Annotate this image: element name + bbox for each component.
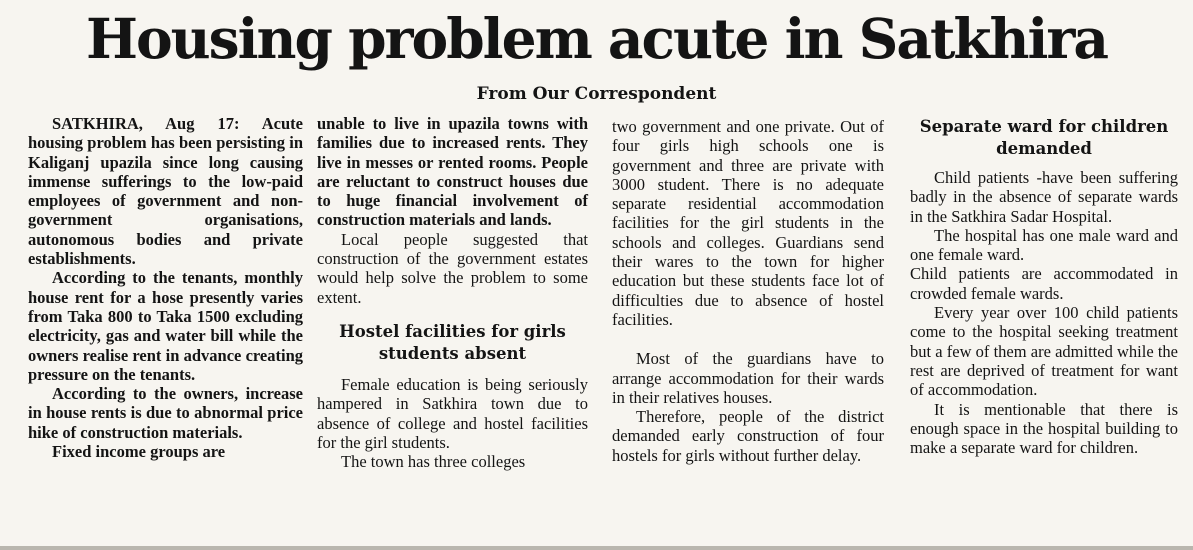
headline: Housing problem acute in Satkhira	[86, 6, 1107, 71]
paragraph: unable to live in upazila towns with families due to increased rents. They live in messes or rented rooms. People are reluctant to construct houses due to huge financial involvement of construction materials and lands.	[317, 114, 588, 230]
paragraph	[28, 114, 303, 268]
paragraph: Local people suggested that construction of the government estates would help solve the problem to some extent.	[317, 229, 588, 307]
article-column-3	[612, 117, 884, 465]
paragraph: Female education is being seriously hampered in Satkhira town due to absence of college and hostel facilities for the girl students.	[317, 374, 588, 452]
paragraph: According to the tenants, monthly house rent for a hose presently varies from Taka 800 to Taka 1500 excluding electricity, gas and water bill while the owners realise rent in advance creating pressure on the tenants.	[28, 268, 303, 384]
article-column-1	[28, 114, 303, 461]
paragraph: According to the owners, increase in house rents is due to abnormal price hike of construction materials.	[28, 384, 303, 442]
paragraph: It is mentionable that there is enough space in the hospital building to make a separate ward for children.	[910, 399, 1178, 458]
subheading-separate-ward: Separate ward for children demanded	[919, 117, 1169, 158]
paragraph-text: Acute housing problem has been persisting in Kaliganj upazila since long causing immense sufferings to the low-paid employees of government and non-government organisations, autonomous bodies and private establishments.	[28, 114, 303, 269]
paragraph: Therefore, people of the district demanded early construction of four hostels for girls without further delay.	[612, 407, 884, 465]
bottom-edge	[0, 546, 1193, 550]
paragraph: Fixed income groups are	[52, 442, 226, 462]
article-column-4	[910, 114, 1178, 457]
dateline: SATKHIRA, Aug 17:	[52, 114, 240, 133]
article-column-2	[317, 114, 588, 471]
paragraph: Every year over 100 child patients come to the hospital seeking treatment but a few of them are admitted while the rest are deprived of treatment for want of accommodation.	[910, 303, 1178, 400]
paragraph: The town has three colleges	[341, 452, 526, 472]
subheading-hostel: Hostel facilities for girls students absent	[339, 321, 566, 363]
paragraph: Most of the guardians have to arrange accommodation for their wards in their relatives houses.	[612, 349, 884, 407]
byline: From Our Correspondent	[476, 84, 717, 104]
paragraph: Child patients are accommodated in crowded female wards.	[910, 264, 1178, 303]
spacer	[612, 329, 884, 349]
paragraph: two government and one private. Out of four girls high schools one is government and three are private with 3000 student. There is no adequate separate residential accommodation facilities for the girl students in the schools and colleges. Guardians send their wares to the town for higher education but these students face lot of difficulties due to absence of hostel facilities.	[612, 117, 884, 329]
paragraph: Child patients -have been suffering badly in the absence of separate wards in the Satkhira Sadar Hospital.	[910, 168, 1178, 226]
paragraph: The hospital has one male ward and one female ward.	[910, 225, 1178, 265]
